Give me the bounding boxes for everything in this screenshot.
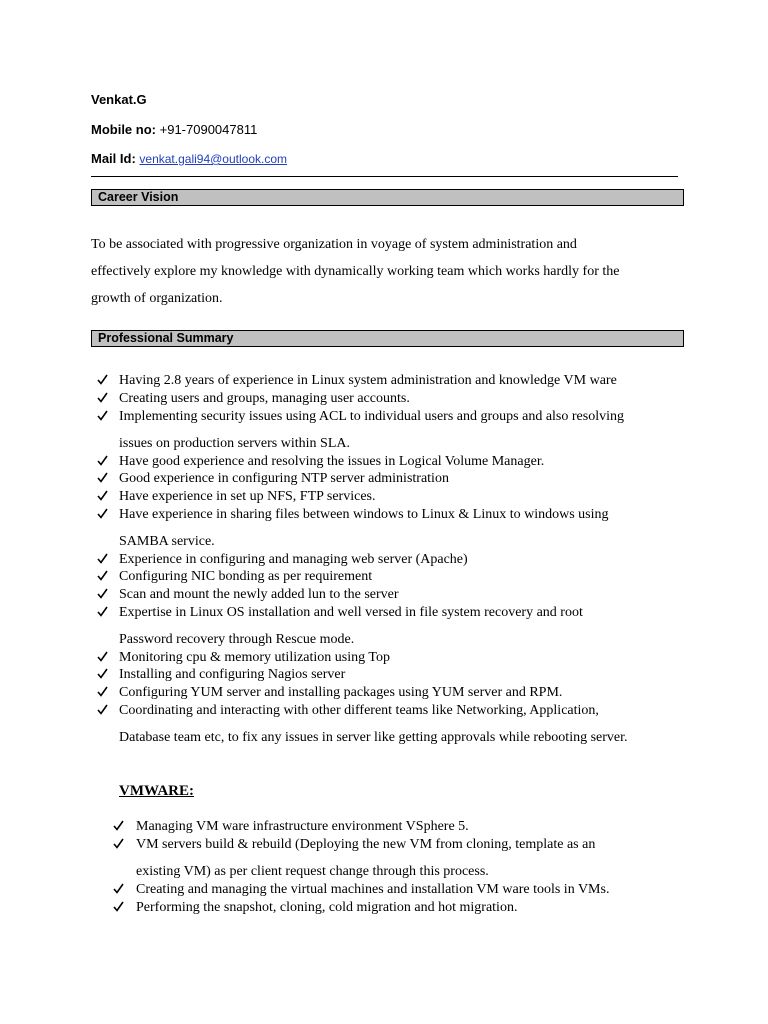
checkmark-icon <box>97 390 109 403</box>
list-item-text: Good experience in configuring NTP server administration <box>119 471 449 486</box>
career-vision-text <box>91 231 691 312</box>
list-item-text: Database team etc, to fix any issues in server like getting approvals while rebooting server. <box>119 730 628 745</box>
checkmark-icon <box>97 604 109 617</box>
mail-line <box>91 151 287 166</box>
list-item-text: Scan and mount the newly added lun to the server <box>119 587 399 602</box>
list-item-text: Monitoring cpu & memory utilization using Top <box>119 650 390 665</box>
checkmark-icon <box>97 568 109 581</box>
list-item-text: VM servers build & rebuild (Deploying the new VM from cloning, template as an <box>136 837 596 852</box>
checkmark-icon <box>113 899 125 912</box>
list-item-text: Password recovery through Rescue mode. <box>119 632 355 647</box>
checkmark-icon <box>97 488 109 501</box>
email-link[interactable]: venkat.gali94@outlook.com <box>139 152 288 166</box>
list-item-text: Performing the snapshot, cloning, cold migration and hot migration. <box>136 900 518 915</box>
list-item-text: Creating users and groups, managing user accounts. <box>119 391 410 406</box>
checkmark-icon <box>97 470 109 483</box>
checkmark-icon <box>113 818 125 831</box>
mobile-line <box>91 122 257 137</box>
mobile-label: Mobile no: <box>91 122 156 137</box>
checkmark-icon <box>97 372 109 385</box>
list-item-text: Coordinating and interacting with other different teams like Networking, Application, <box>119 703 599 718</box>
checkmark-icon <box>97 649 109 662</box>
list-item-text: existing VM) as per client request change through this process. <box>136 864 489 879</box>
list-item-text: Managing VM ware infrastructure environment VSphere 5. <box>136 819 469 834</box>
list-item-text: Have experience in sharing files between windows to Linux & Linux to windows using <box>119 507 609 522</box>
list-item-text: SAMBA service. <box>119 534 215 549</box>
list-item-text: Experience in configuring and managing web server (Apache) <box>119 552 468 567</box>
career-vision-line: effectively explore my knowledge with dynamically working team which works hardly for the <box>91 264 620 279</box>
checkmark-icon <box>113 836 125 849</box>
list-item-text: Expertise in Linux OS installation and well versed in file system recovery and root <box>119 605 583 620</box>
checkmark-icon <box>97 586 109 599</box>
checkmark-icon <box>97 551 109 564</box>
header-divider <box>91 176 678 177</box>
checkmark-icon <box>97 453 109 466</box>
list-item-text: Creating and managing the virtual machines and installation VM ware tools in VMs. <box>136 882 610 897</box>
list-item-text: Installing and configuring Nagios server <box>119 667 346 682</box>
list-item-text: Have good experience and resolving the issues in Logical Volume Manager. <box>119 454 545 469</box>
list-item-text: issues on production servers within SLA. <box>119 436 350 451</box>
mail-label: Mail Id: <box>91 151 136 166</box>
checkmark-icon <box>97 506 109 519</box>
checkmark-icon <box>97 666 109 679</box>
vmware-heading: VMWARE: <box>119 783 194 799</box>
list-item-text: Implementing security issues using ACL to individual users and groups and also resolving <box>119 409 624 424</box>
mobile-value: +91-7090047811 <box>159 122 258 137</box>
career-vision-heading: Career Vision <box>91 189 684 206</box>
list-item-text: Configuring YUM server and installing packages using YUM server and RPM. <box>119 685 563 700</box>
professional-summary-heading: Professional Summary <box>91 330 684 347</box>
checkmark-icon <box>97 684 109 697</box>
checkmark-icon <box>97 408 109 421</box>
checkmark-icon <box>97 702 109 715</box>
checkmark-icon <box>113 881 125 894</box>
career-vision-line: growth of organization. <box>91 291 223 306</box>
list-item-text: Have experience in set up NFS, FTP services. <box>119 489 376 504</box>
candidate-name: Venkat.G <box>91 92 147 107</box>
career-vision-line: To be associated with progressive organization in voyage of system administration and <box>91 237 577 252</box>
list-item-text: Having 2.8 years of experience in Linux system administration and knowledge VM ware <box>119 373 617 388</box>
list-item-text: Configuring NIC bonding as per requirement <box>119 569 373 584</box>
